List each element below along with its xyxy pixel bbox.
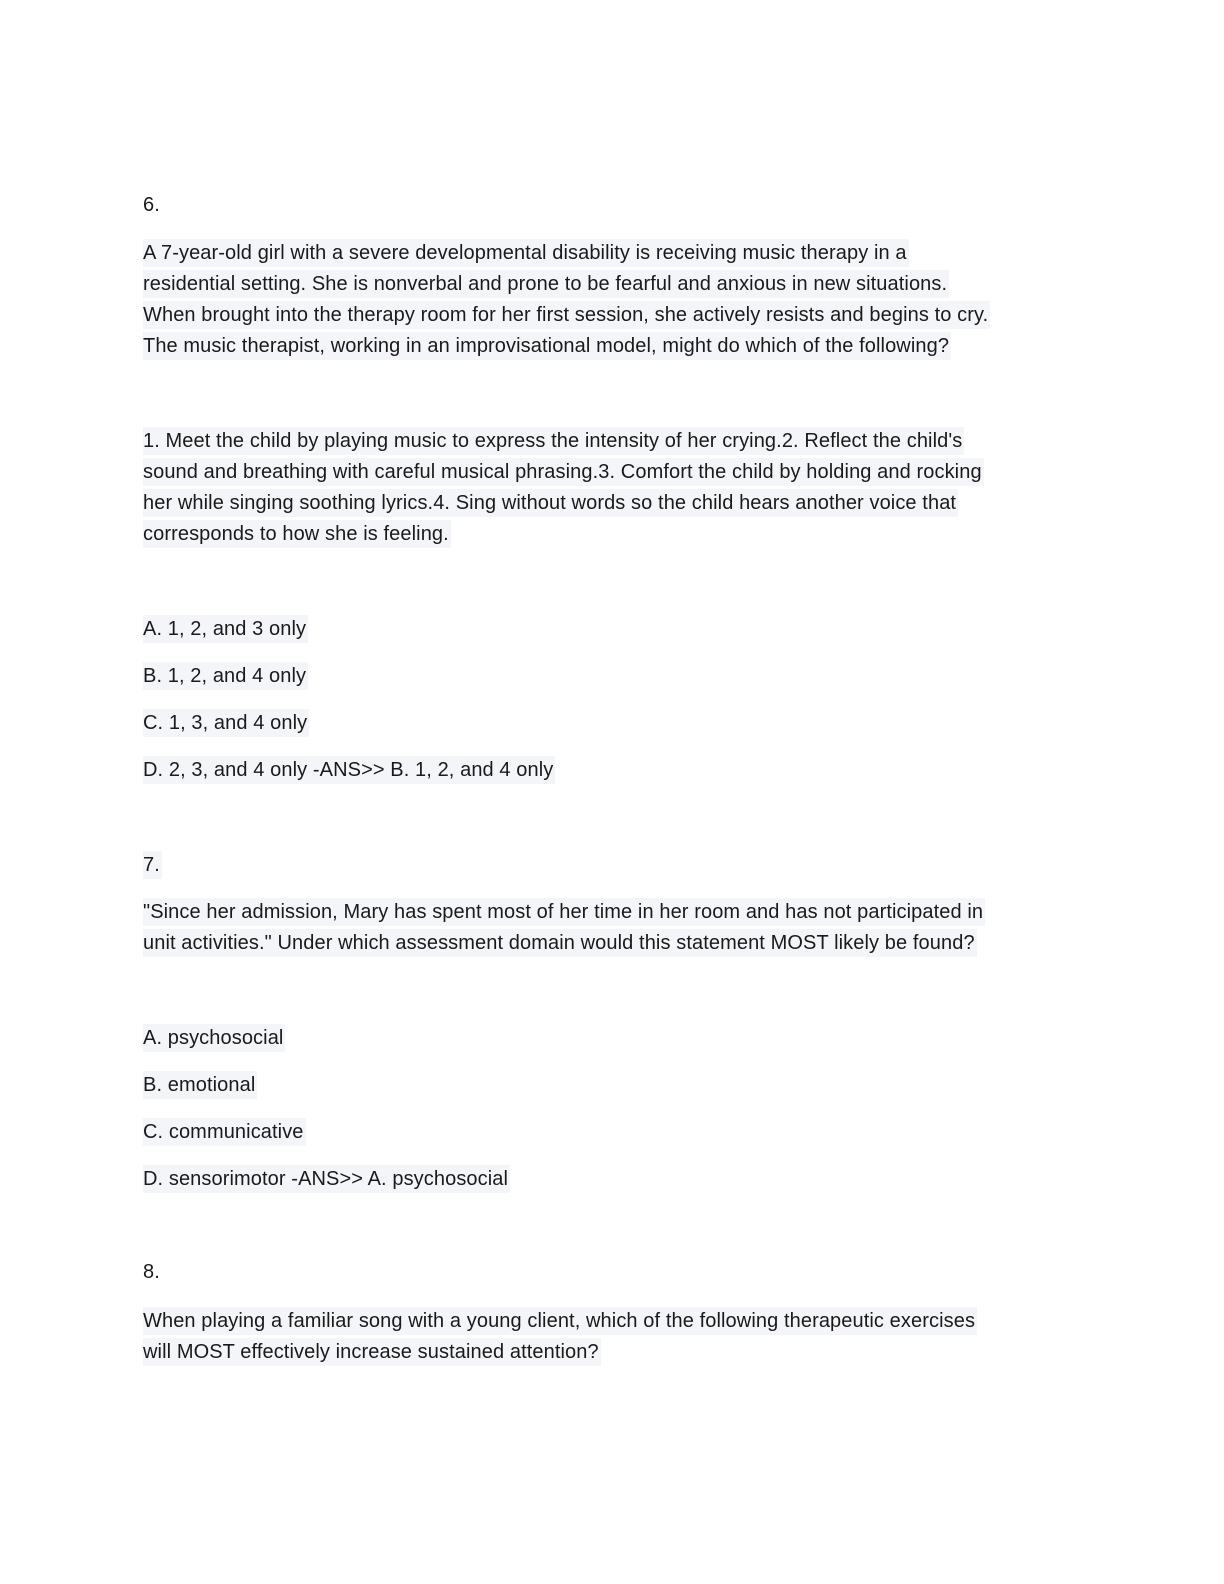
question-7-number: 7.: [143, 851, 162, 879]
question-8-number: 8.: [143, 1261, 160, 1283]
question-6-statements-line-3: her while singing soothing lyrics.4. Sing without words so the child hears another voice that: [143, 489, 958, 517]
question-8-stem-line-1: When playing a familiar song with a young client, which of the following therapeutic exercises: [143, 1307, 977, 1335]
question-6-option-d-answer: D. 2, 3, and 4 only -ANS>> B. 1, 2, and 4 only: [143, 756, 555, 784]
question-6-option-b: B. 1, 2, and 4 only: [143, 662, 308, 690]
question-7-stem-line-1: "Since her admission, Mary has spent most of her time in her room and has not participated in: [143, 898, 985, 926]
question-6-stem-line-1: A 7-year-old girl with a severe developmental disability is receiving music therapy in a: [143, 239, 909, 267]
question-7-option-c: C. communicative: [143, 1118, 306, 1146]
question-7-option-d-answer: D. sensorimotor -ANS>> A. psychosocial: [143, 1165, 510, 1193]
question-6-statements-line-2: sound and breathing with careful musical phrasing.3. Comfort the child by holding and rocking: [143, 458, 984, 486]
question-6-stem-line-2: residential setting. She is nonverbal and prone to be fearful and anxious in new situations.: [143, 270, 949, 298]
question-6-stem-line-3: When brought into the therapy room for her first session, she actively resists and begins to cry.: [143, 301, 990, 329]
question-6-statements-line-1: 1. Meet the child by playing music to express the intensity of her crying.2. Reflect the child's: [143, 427, 964, 455]
question-6-number: 6.: [143, 194, 160, 216]
question-7-stem-line-2: unit activities." Under which assessment domain would this statement MOST likely be found?: [143, 929, 977, 957]
question-7-option-a: A. psychosocial: [143, 1024, 285, 1052]
question-7-option-b: B. emotional: [143, 1071, 257, 1099]
question-6-stem-line-4: The music therapist, working in an improvisational model, might do which of the following?: [143, 332, 951, 360]
question-6-option-c: C. 1, 3, and 4 only: [143, 709, 309, 737]
question-6-option-a: A. 1, 2, and 3 only: [143, 615, 308, 643]
question-8-stem-line-2: will MOST effectively increase sustained attention?: [143, 1338, 601, 1366]
question-6-statements-line-4: corresponds to how she is feeling.: [143, 520, 451, 548]
